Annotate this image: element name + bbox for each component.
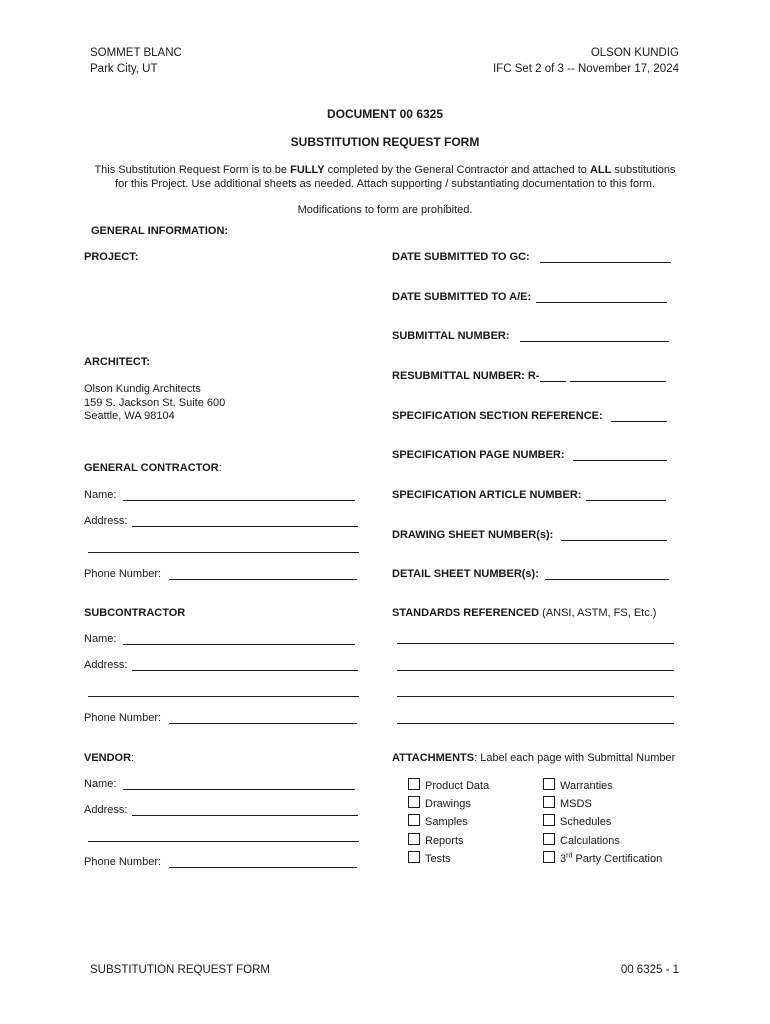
- checkbox-box[interactable]: [543, 778, 555, 790]
- intro-note: Modifications to form are prohibited.: [297, 204, 473, 216]
- general-contractor-colon: :: [218, 462, 222, 474]
- checkbox-samples[interactable]: [408, 814, 468, 828]
- vendor-name-line[interactable]: [123, 779, 355, 790]
- project-name: SOMMET BLANC: [90, 47, 182, 59]
- gc-name-line[interactable]: [123, 490, 355, 501]
- vendor-phone-line[interactable]: [169, 857, 357, 868]
- vendor-name-label: Name:: [84, 778, 117, 790]
- sub-name-line[interactable]: [123, 634, 355, 645]
- spec-article-line[interactable]: [586, 490, 666, 501]
- checkbox-label: Calculations: [560, 835, 620, 847]
- spec-page-label: SPECIFICATION PAGE NUMBER:: [392, 449, 565, 461]
- checkbox-schedules[interactable]: [543, 814, 611, 828]
- checkbox-warranties[interactable]: [543, 778, 613, 792]
- date-ae-line[interactable]: [536, 292, 667, 303]
- date-gc-line[interactable]: [540, 252, 671, 263]
- sub-name-label: Name:: [84, 633, 117, 645]
- spec-page-line[interactable]: [573, 450, 667, 461]
- sub-phone-field[interactable]: [84, 712, 357, 724]
- gc-name-label: Name:: [84, 489, 117, 501]
- vendor-heading: [84, 752, 134, 764]
- intro-text-2: completed by the General Contractor and attached to: [324, 164, 590, 176]
- third-party-rest: Party Certification: [572, 853, 663, 865]
- vendor-name-field[interactable]: [84, 778, 355, 790]
- checkbox-box[interactable]: [543, 851, 555, 863]
- standards-line-2[interactable]: [397, 660, 674, 671]
- checkbox-box[interactable]: [543, 814, 555, 826]
- checkbox-box[interactable]: [408, 796, 420, 808]
- form-title: SUBSTITUTION REQUEST FORM: [290, 135, 480, 149]
- detail-sheet-line[interactable]: [545, 569, 669, 580]
- date-gc-field[interactable]: [392, 251, 671, 263]
- checkbox-box[interactable]: [543, 833, 555, 845]
- date-gc-label: DATE SUBMITTED TO GC:: [392, 251, 530, 263]
- general-contractor-heading: [84, 462, 222, 474]
- date-ae-label: DATE SUBMITTED TO A/E:: [392, 291, 532, 303]
- vendor-address-line-2-blank[interactable]: [88, 831, 359, 842]
- architect-address-1: 159 S. Jackson St. Suite 600: [84, 396, 226, 409]
- checkbox-label: Tests: [425, 853, 451, 865]
- sub-address-field[interactable]: [84, 659, 358, 671]
- vendor-phone-label: Phone Number:: [84, 856, 162, 868]
- submittal-number-field[interactable]: [392, 330, 669, 342]
- intro-fully: FULLY: [290, 164, 325, 176]
- standards-line-3[interactable]: [397, 686, 674, 697]
- vendor-phone-field[interactable]: [84, 856, 357, 868]
- detail-sheet-field[interactable]: [392, 568, 669, 580]
- sub-phone-line[interactable]: [169, 713, 357, 724]
- checkbox-msds[interactable]: [543, 796, 592, 810]
- attachments-note: : Label each page with Submittal Number: [474, 752, 676, 764]
- architect-address-2: Seattle, WA 98104: [84, 410, 175, 422]
- spec-article-field[interactable]: [392, 489, 666, 501]
- sub-name-field[interactable]: [84, 633, 355, 645]
- standards-blank-3[interactable]: [397, 686, 674, 697]
- spec-article-label: SPECIFICATION ARTICLE NUMBER:: [392, 489, 582, 501]
- standards-blank-1[interactable]: [397, 633, 674, 644]
- attachments-heading: [392, 752, 675, 764]
- footer-page-number: 00 6325 - 1: [620, 964, 679, 976]
- checkbox-product-data[interactable]: [408, 778, 489, 792]
- header-left: [90, 45, 182, 77]
- standards-blank-4[interactable]: [397, 713, 674, 724]
- spec-section-field[interactable]: [392, 410, 667, 422]
- checkbox-third-party-certification[interactable]: [543, 851, 662, 865]
- vendor-address-field[interactable]: [84, 804, 358, 816]
- general-information-heading: GENERAL INFORMATION:: [91, 225, 229, 237]
- third-party-num: 3: [560, 853, 567, 865]
- gc-phone-line[interactable]: [169, 569, 357, 580]
- attachments-label: ATTACHMENTS: [392, 752, 475, 764]
- gc-address-line[interactable]: [132, 516, 358, 527]
- firm-name: OLSON KUNDIG: [590, 47, 679, 59]
- checkbox-label: MSDS: [560, 798, 592, 810]
- checkbox-label: Reports: [425, 835, 464, 847]
- sub-address-line-2-blank[interactable]: [88, 686, 359, 697]
- intro-text-1: This Substitution Request Form is to be: [94, 164, 291, 176]
- gc-phone-field[interactable]: [84, 568, 357, 580]
- architect-label: ARCHITECT:: [84, 356, 150, 368]
- vendor-address-line[interactable]: [132, 805, 358, 816]
- detail-sheet-label: DETAIL SHEET NUMBER(s):: [392, 568, 539, 580]
- drawing-sheet-label: DRAWING SHEET NUMBER(s):: [392, 529, 554, 541]
- gc-address-field[interactable]: [84, 515, 358, 527]
- date-ae-field[interactable]: [392, 291, 667, 303]
- header-right: [493, 45, 679, 77]
- intro-paragraph: [92, 164, 678, 191]
- gc-name-field[interactable]: [84, 489, 355, 501]
- checkbox-label: Product Data: [425, 780, 490, 792]
- standards-label: STANDARDS REFERENCED: [392, 607, 540, 619]
- vendor-colon: :: [131, 752, 135, 764]
- checkbox-label: Samples: [425, 816, 468, 828]
- checkbox-tests[interactable]: [408, 851, 451, 865]
- standards-blank-2[interactable]: [397, 660, 674, 671]
- project-location: Park City, UT: [90, 63, 158, 75]
- vendor-address-label: Address:: [84, 804, 128, 816]
- checkbox-label: Drawings: [425, 798, 471, 810]
- gc-address-line-2-blank[interactable]: [88, 542, 359, 553]
- vendor-address-line-2[interactable]: [88, 831, 359, 842]
- sub-phone-label: Phone Number:: [84, 712, 162, 724]
- architect-info: [84, 383, 225, 424]
- standards-note: (ANSI, ASTM, FS, Etc.): [539, 607, 657, 619]
- checkbox-box[interactable]: [543, 796, 555, 808]
- intro-text-3: substitutions for this Project. Use additional sheets as needed. Attach supporting / substantiating documentation to this form.: [115, 164, 676, 190]
- subcontractor-label: SUBCONTRACTOR: [84, 607, 186, 619]
- drawing-sheet-line[interactable]: [561, 530, 667, 541]
- sub-address-label: Address:: [84, 659, 128, 671]
- resubmittal-number-line[interactable]: [570, 371, 666, 382]
- gc-address-line-2[interactable]: [88, 542, 359, 553]
- checkbox-box[interactable]: [408, 833, 420, 845]
- document-number: DOCUMENT 00 6325: [326, 107, 444, 121]
- sub-address-line[interactable]: [132, 660, 358, 671]
- checkbox-reports[interactable]: [408, 833, 464, 847]
- spec-page-field[interactable]: [392, 449, 667, 461]
- intro-all: ALL: [589, 164, 612, 176]
- resubmittal-number-label: RESUBMITTAL NUMBER: R-: [392, 370, 540, 382]
- sub-address-line-2[interactable]: [88, 686, 359, 697]
- gc-phone-label: Phone Number:: [84, 568, 162, 580]
- drawing-sheet-field[interactable]: [392, 529, 667, 541]
- resubmittal-number-field[interactable]: [392, 370, 666, 382]
- standards-heading: [392, 607, 656, 619]
- vendor-label: VENDOR: [84, 752, 132, 764]
- third-party-sup: rd: [566, 852, 573, 860]
- checkbox-label: Warranties: [560, 780, 613, 792]
- spec-section-line[interactable]: [611, 411, 667, 422]
- checkbox-box[interactable]: [408, 778, 420, 790]
- submittal-number-line[interactable]: [520, 331, 669, 342]
- general-contractor-label: GENERAL CONTRACTOR: [84, 462, 219, 474]
- checkbox-box[interactable]: [408, 851, 420, 863]
- standards-line-1[interactable]: [397, 633, 674, 644]
- submittal-number-label: SUBMITTAL NUMBER:: [392, 330, 510, 342]
- checkbox-calculations[interactable]: [543, 833, 620, 847]
- footer-left: SUBSTITUTION REQUEST FORM: [90, 964, 270, 976]
- spec-section-label: SPECIFICATION SECTION REFERENCE:: [392, 410, 603, 422]
- resubmittal-revision-line[interactable]: [540, 371, 566, 382]
- checkbox-drawings[interactable]: [408, 796, 471, 810]
- architect-name: Olson Kundig Architects: [84, 383, 201, 395]
- project-label: PROJECT:: [84, 251, 139, 263]
- checkbox-box[interactable]: [408, 814, 420, 826]
- gc-address-label: Address:: [84, 515, 128, 527]
- issue-info: IFC Set 2 of 3 -- November 17, 2024: [492, 63, 679, 75]
- checkbox-label: Schedules: [560, 816, 612, 828]
- standards-line-4[interactable]: [397, 713, 674, 724]
